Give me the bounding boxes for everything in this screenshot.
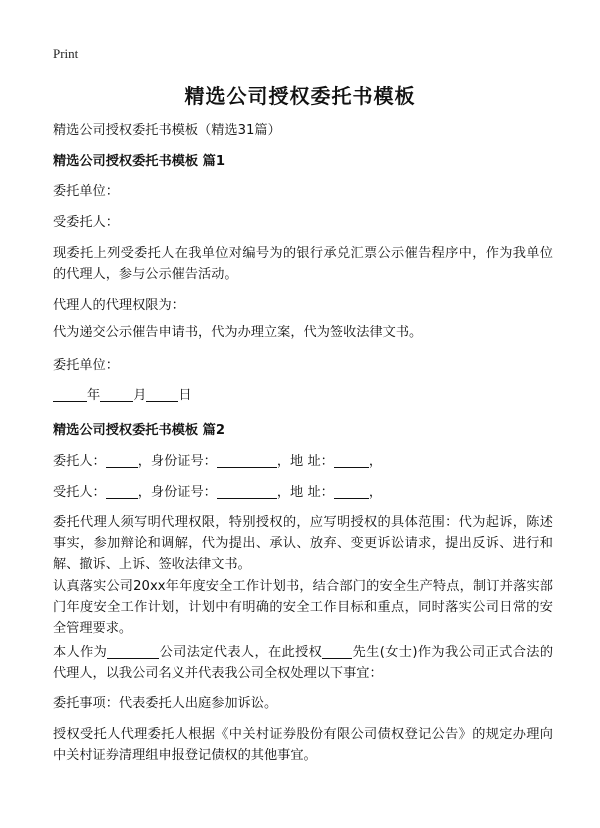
trustee-line-end: ，	[368, 485, 383, 500]
trustee-name-blank	[106, 484, 138, 499]
year-blank	[53, 387, 87, 402]
agent-authority-line: 代理人的代理权限为：	[53, 298, 185, 313]
authority-scope-line: 代为递交公示催告申请书，代为办理立案，代为签收法律文书。	[53, 325, 423, 340]
month-blank	[100, 387, 133, 402]
client-label: 委托人：	[53, 454, 106, 469]
print-link[interactable]: Print	[53, 46, 79, 61]
final-paragraph: 授权受托人代理委托人根据《中关村证券股份有限公司债权登记公告》的规定办理向中关村证券清理组申报登记债权的其他事宜。	[53, 727, 553, 763]
representative-blank	[107, 644, 159, 659]
trustee-address-blank	[334, 484, 369, 499]
client-info-line	[53, 451, 553, 472]
trustee-info-line	[53, 482, 553, 503]
auth-part-3: 先生(女士)作为我公司正式合法的代理人，以我公司名义并代表我公司全权处理以下事宜：	[53, 645, 554, 681]
scope-paragraph: 委托代理人须写明代理权限，特别授权的，应写明授权的具体范围：代为起诉，陈述事实，参加辩论和调解，代为提出、承认、放弃、变更诉讼请求，提出反诉、进行和解、撤诉、上诉、签收法律文书。	[53, 515, 553, 572]
date-line	[53, 385, 553, 406]
trustee-address-label: ，地 址：	[276, 485, 334, 500]
client-unit-line: 委托单位：	[53, 184, 119, 199]
client-address-label: ，地 址：	[276, 454, 334, 469]
matter-line: 委托事项：代表委托人出庭参加诉讼。	[53, 696, 278, 711]
trustee-id-label: ，身份证号：	[137, 485, 217, 500]
client-address-blank	[334, 453, 369, 468]
client-id-label: ，身份证号：	[137, 454, 217, 469]
day-label: 日	[178, 388, 192, 403]
section-heading-1: 精选公司授权委托书模板 篇1	[53, 154, 226, 169]
auth-part-2: 公司法定代表人，在此授权	[159, 645, 323, 660]
month-label: 月	[133, 388, 147, 403]
client-name-blank	[106, 453, 138, 468]
day-blank	[146, 387, 178, 402]
client-unit-signature-line: 委托单位：	[53, 358, 119, 373]
safety-paragraph: 认真落实公司20xx年年度安全工作计划书，结合部门的安全生产特点，制订并落实部门年度安全工作计划，计划中有明确的安全工作目标和重点，同时落实公司日常的安全管理要求。	[53, 579, 553, 636]
trustee-label: 受托人：	[53, 485, 106, 500]
client-id-blank	[217, 453, 277, 468]
year-label: 年	[87, 388, 101, 403]
document-subtitle: 精选公司授权委托书模板（精选31篇）	[53, 123, 281, 138]
authorization-statement	[53, 642, 553, 684]
agent-line: 受委托人：	[53, 215, 119, 230]
authorized-person-blank	[322, 644, 352, 659]
auth-part-1: 本人作为	[53, 645, 108, 660]
authorization-paragraph: 现委托上列受委托人在我单位对编号为的银行承兑汇票公示催告程序中，作为我单位的代理人，参与公示催告活动。	[53, 246, 553, 282]
client-line-end: ，	[368, 454, 383, 469]
page-title: 精选公司授权委托书模板	[184, 84, 416, 108]
section-heading-2: 精选公司授权委托书模板 篇2	[53, 423, 226, 438]
trustee-id-blank	[217, 484, 277, 499]
